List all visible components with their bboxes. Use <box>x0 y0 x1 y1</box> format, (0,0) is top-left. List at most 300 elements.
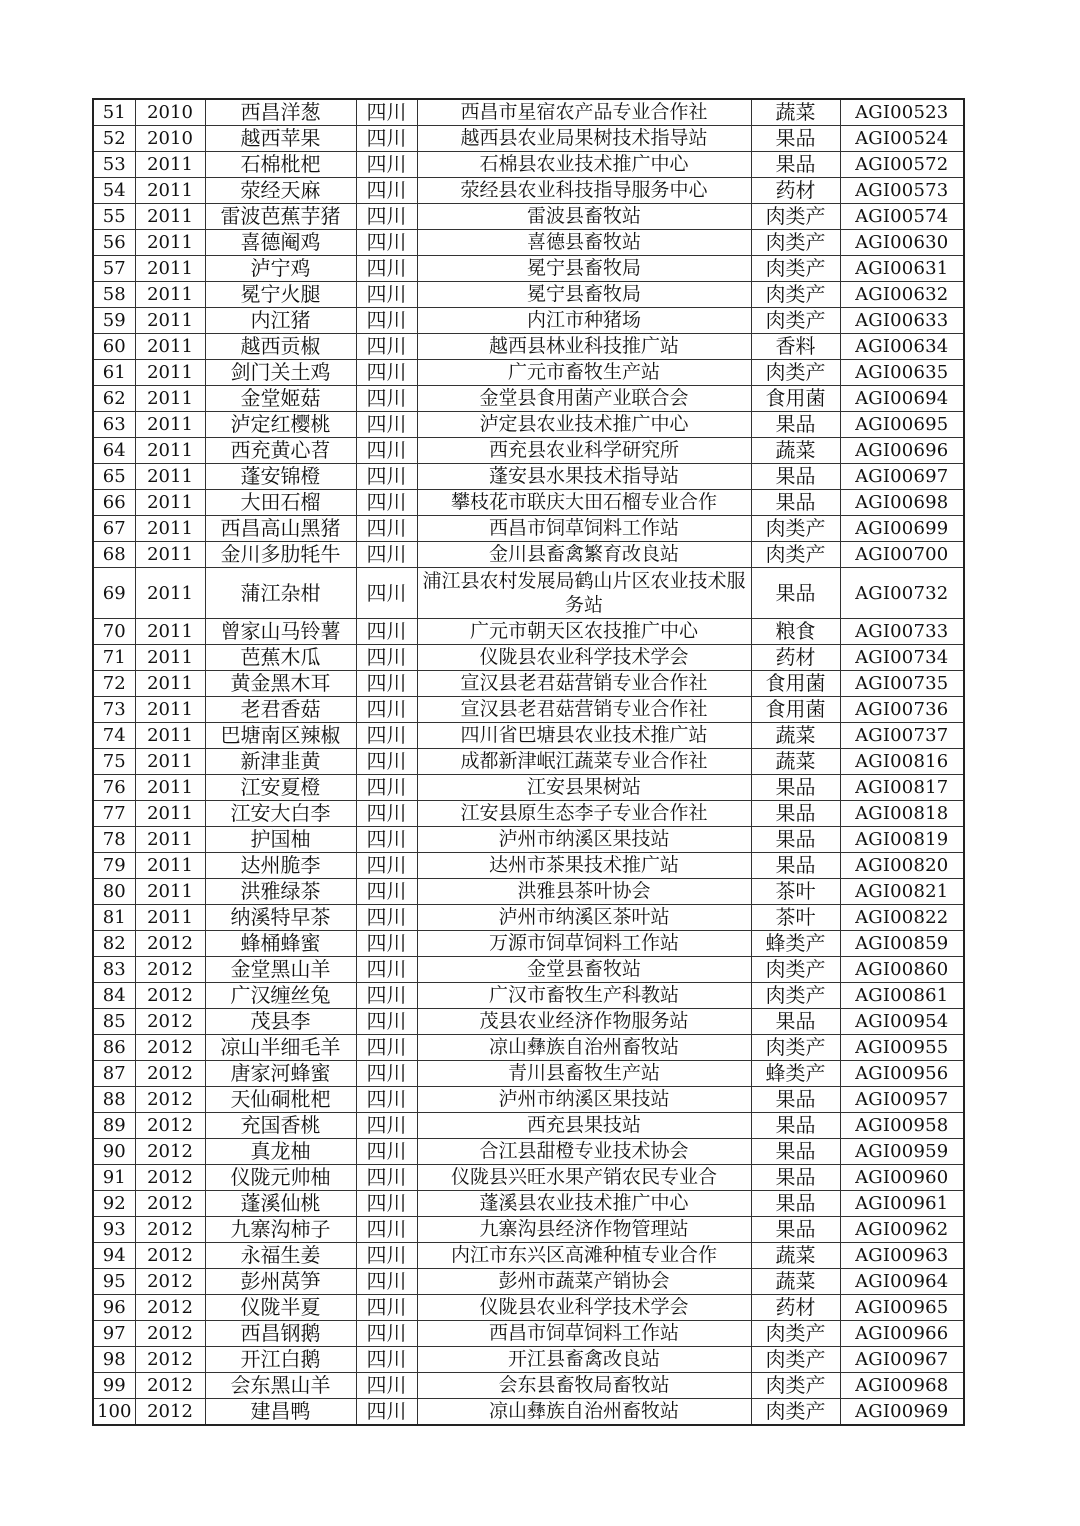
year-cell: 2010 <box>135 99 205 126</box>
table-row <box>93 1399 964 1426</box>
row-number-cell: 66 <box>93 490 135 516</box>
product-name-cell: 石棉枇杷 <box>205 152 356 178</box>
year-cell: 2011 <box>135 645 205 671</box>
year-cell: 2012 <box>135 1373 205 1399</box>
table-row <box>93 126 964 152</box>
year-cell: 2011 <box>135 801 205 827</box>
applicant-organization-cell: 彭州市蔬菜产销协会 <box>417 1269 751 1295</box>
province-cell: 四川 <box>356 905 417 931</box>
registration-code-cell: AGI00821 <box>840 879 964 905</box>
applicant-organization-cell: 越西县林业科技推广站 <box>417 334 751 360</box>
table-row <box>93 983 964 1009</box>
category-cell: 香料 <box>751 334 840 360</box>
year-cell: 2011 <box>135 412 205 438</box>
province-cell: 四川 <box>356 1243 417 1269</box>
registration-code-cell: AGI00966 <box>840 1321 964 1347</box>
category-cell: 肉类产 <box>751 516 840 542</box>
province-cell: 四川 <box>356 282 417 308</box>
year-cell: 2011 <box>135 879 205 905</box>
table-row <box>93 1009 964 1035</box>
province-cell: 四川 <box>356 1165 417 1191</box>
registration-code-cell: AGI00820 <box>840 853 964 879</box>
category-cell: 果品 <box>751 464 840 490</box>
year-cell: 2012 <box>135 1113 205 1139</box>
year-cell: 2011 <box>135 282 205 308</box>
applicant-organization-cell: 浦江县农村发展局鹤山片区农业技术服务站 <box>417 568 751 619</box>
product-name-cell: 金川多肋牦牛 <box>205 542 356 568</box>
product-name-cell: 剑门关土鸡 <box>205 360 356 386</box>
product-name-cell: 真龙柚 <box>205 1139 356 1165</box>
category-cell: 果品 <box>751 801 840 827</box>
data-table <box>92 98 965 1426</box>
province-cell: 四川 <box>356 542 417 568</box>
product-name-cell: 仪陇元帅柚 <box>205 1165 356 1191</box>
applicant-organization-cell: 石棉县农业技术推广中心 <box>417 152 751 178</box>
year-cell: 2012 <box>135 1009 205 1035</box>
table-row <box>93 853 964 879</box>
table-row <box>93 1139 964 1165</box>
product-name-cell: 老君香菇 <box>205 697 356 723</box>
province-cell: 四川 <box>356 568 417 619</box>
category-cell: 肉类产 <box>751 1035 840 1061</box>
table-row <box>93 1269 964 1295</box>
row-number-cell: 86 <box>93 1035 135 1061</box>
registration-code-cell: AGI00630 <box>840 230 964 256</box>
row-number-cell: 78 <box>93 827 135 853</box>
product-name-cell: 彭州莴笋 <box>205 1269 356 1295</box>
category-cell: 果品 <box>751 1139 840 1165</box>
year-cell: 2012 <box>135 1347 205 1373</box>
applicant-organization-cell: 凉山彝族自治州畜牧站 <box>417 1399 751 1426</box>
year-cell: 2012 <box>135 1191 205 1217</box>
category-cell: 果品 <box>751 827 840 853</box>
registration-code-cell: AGI00960 <box>840 1165 964 1191</box>
province-cell: 四川 <box>356 412 417 438</box>
table-row <box>93 1191 964 1217</box>
year-cell: 2012 <box>135 1035 205 1061</box>
applicant-organization-cell: 泸州市纳溪区茶叶站 <box>417 905 751 931</box>
year-cell: 2011 <box>135 853 205 879</box>
row-number-cell: 69 <box>93 568 135 619</box>
province-cell: 四川 <box>356 386 417 412</box>
year-cell: 2011 <box>135 671 205 697</box>
province-cell: 四川 <box>356 697 417 723</box>
registration-code-cell: AGI00860 <box>840 957 964 983</box>
province-cell: 四川 <box>356 801 417 827</box>
year-cell: 2011 <box>135 516 205 542</box>
registration-code-cell: AGI00818 <box>840 801 964 827</box>
row-number-cell: 89 <box>93 1113 135 1139</box>
registration-code-cell: AGI00632 <box>840 282 964 308</box>
row-number-cell: 91 <box>93 1165 135 1191</box>
registration-code-cell: AGI00696 <box>840 438 964 464</box>
year-cell: 2012 <box>135 1321 205 1347</box>
row-number-cell: 88 <box>93 1087 135 1113</box>
category-cell: 食用菌 <box>751 671 840 697</box>
province-cell: 四川 <box>356 1217 417 1243</box>
product-name-cell: 泸宁鸡 <box>205 256 356 282</box>
province-cell: 四川 <box>356 1373 417 1399</box>
year-cell: 2011 <box>135 568 205 619</box>
product-name-cell: 西昌钢鹅 <box>205 1321 356 1347</box>
product-name-cell: 开江白鹅 <box>205 1347 356 1373</box>
row-number-cell: 96 <box>93 1295 135 1321</box>
row-number-cell: 60 <box>93 334 135 360</box>
row-number-cell: 99 <box>93 1373 135 1399</box>
table-row <box>93 749 964 775</box>
year-cell: 2012 <box>135 1087 205 1113</box>
registration-code-cell: AGI00736 <box>840 697 964 723</box>
applicant-organization-cell: 宣汉县老君菇营销专业合作社 <box>417 671 751 697</box>
table-row <box>93 412 964 438</box>
row-number-cell: 55 <box>93 204 135 230</box>
registration-code-cell: AGI00733 <box>840 619 964 645</box>
province-cell: 四川 <box>356 1269 417 1295</box>
applicant-organization-cell: 冕宁县畜牧局 <box>417 256 751 282</box>
registration-code-cell: AGI00734 <box>840 645 964 671</box>
row-number-cell: 67 <box>93 516 135 542</box>
category-cell: 蜂类产 <box>751 931 840 957</box>
registration-code-cell: AGI00964 <box>840 1269 964 1295</box>
province-cell: 四川 <box>356 853 417 879</box>
applicant-organization-cell: 越西县农业局果树技术指导站 <box>417 126 751 152</box>
category-cell: 果品 <box>751 1009 840 1035</box>
province-cell: 四川 <box>356 334 417 360</box>
registration-code-cell: AGI00735 <box>840 671 964 697</box>
year-cell: 2012 <box>135 1139 205 1165</box>
province-cell: 四川 <box>356 516 417 542</box>
year-cell: 2012 <box>135 983 205 1009</box>
table-row <box>93 1217 964 1243</box>
year-cell: 2011 <box>135 542 205 568</box>
category-cell: 果品 <box>751 152 840 178</box>
province-cell: 四川 <box>356 957 417 983</box>
category-cell: 药材 <box>751 645 840 671</box>
row-number-cell: 82 <box>93 931 135 957</box>
table-row <box>93 931 964 957</box>
row-number-cell: 80 <box>93 879 135 905</box>
row-number-cell: 54 <box>93 178 135 204</box>
product-name-cell: 芭蕉木瓜 <box>205 645 356 671</box>
row-number-cell: 53 <box>93 152 135 178</box>
table-row <box>93 827 964 853</box>
applicant-organization-cell: 西昌市饲草饲料工作站 <box>417 1321 751 1347</box>
row-number-cell: 92 <box>93 1191 135 1217</box>
product-name-cell: 唐家河蜂蜜 <box>205 1061 356 1087</box>
product-name-cell: 蜂桶蜂蜜 <box>205 931 356 957</box>
applicant-organization-cell: 青川县畜牧生产站 <box>417 1061 751 1087</box>
applicant-organization-cell: 开江县畜禽改良站 <box>417 1347 751 1373</box>
row-number-cell: 73 <box>93 697 135 723</box>
province-cell: 四川 <box>356 308 417 334</box>
province-cell: 四川 <box>356 1087 417 1113</box>
applicant-organization-cell: 西昌市星宿农产品专业合作社 <box>417 99 751 126</box>
row-number-cell: 94 <box>93 1243 135 1269</box>
product-name-cell: 金堂姬菇 <box>205 386 356 412</box>
category-cell: 果品 <box>751 1087 840 1113</box>
province-cell: 四川 <box>356 827 417 853</box>
province-cell: 四川 <box>356 931 417 957</box>
category-cell: 果品 <box>751 853 840 879</box>
applicant-organization-cell: 达州市茶果技术推广站 <box>417 853 751 879</box>
province-cell: 四川 <box>356 1321 417 1347</box>
row-number-cell: 95 <box>93 1269 135 1295</box>
category-cell: 茶叶 <box>751 905 840 931</box>
row-number-cell: 68 <box>93 542 135 568</box>
product-name-cell: 喜德阉鸡 <box>205 230 356 256</box>
province-cell: 四川 <box>356 464 417 490</box>
year-cell: 2011 <box>135 827 205 853</box>
registration-code-cell: AGI00635 <box>840 360 964 386</box>
year-cell: 2012 <box>135 1243 205 1269</box>
category-cell: 蔬菜 <box>751 723 840 749</box>
year-cell: 2011 <box>135 360 205 386</box>
category-cell: 药材 <box>751 178 840 204</box>
registration-code-cell: AGI00572 <box>840 152 964 178</box>
product-name-cell: 会东黑山羊 <box>205 1373 356 1399</box>
table-row <box>93 1373 964 1399</box>
applicant-organization-cell: 江安县果树站 <box>417 775 751 801</box>
table-row <box>93 1113 964 1139</box>
applicant-organization-cell: 广元市畜牧生产站 <box>417 360 751 386</box>
registration-code-cell: AGI00698 <box>840 490 964 516</box>
applicant-organization-cell: 成都新津岷江蔬菜专业合作社 <box>417 749 751 775</box>
applicant-organization-cell: 泸州市纳溪区果技站 <box>417 827 751 853</box>
table-row <box>93 801 964 827</box>
year-cell: 2011 <box>135 905 205 931</box>
category-cell: 食用菌 <box>751 386 840 412</box>
row-number-cell: 97 <box>93 1321 135 1347</box>
province-cell: 四川 <box>356 879 417 905</box>
product-name-cell: 九寨沟柿子 <box>205 1217 356 1243</box>
year-cell: 2011 <box>135 230 205 256</box>
province-cell: 四川 <box>356 230 417 256</box>
category-cell: 蜂类产 <box>751 1061 840 1087</box>
year-cell: 2010 <box>135 126 205 152</box>
applicant-organization-cell: 万源市饲草饲料工作站 <box>417 931 751 957</box>
product-name-cell: 达州脆李 <box>205 853 356 879</box>
table-row <box>93 178 964 204</box>
category-cell: 果品 <box>751 568 840 619</box>
applicant-organization-cell: 内江市种猪场 <box>417 308 751 334</box>
registration-code-cell: AGI00634 <box>840 334 964 360</box>
registration-code-cell: AGI00956 <box>840 1061 964 1087</box>
year-cell: 2011 <box>135 178 205 204</box>
year-cell: 2012 <box>135 1061 205 1087</box>
row-number-cell: 90 <box>93 1139 135 1165</box>
registration-code-cell: AGI00574 <box>840 204 964 230</box>
year-cell: 2011 <box>135 697 205 723</box>
province-cell: 四川 <box>356 1113 417 1139</box>
year-cell: 2011 <box>135 619 205 645</box>
table-row <box>93 879 964 905</box>
table-row <box>93 230 964 256</box>
applicant-organization-cell: 西充县农业科学研究所 <box>417 438 751 464</box>
applicant-organization-cell: 喜德县畜牧站 <box>417 230 751 256</box>
applicant-organization-cell: 金川县畜禽繁育改良站 <box>417 542 751 568</box>
registration-code-cell: AGI00633 <box>840 308 964 334</box>
product-name-cell: 雷波芭蕉芋猪 <box>205 204 356 230</box>
row-number-cell: 81 <box>93 905 135 931</box>
province-cell: 四川 <box>356 1295 417 1321</box>
registration-code-cell: AGI00957 <box>840 1087 964 1113</box>
product-name-cell: 荥经天麻 <box>205 178 356 204</box>
product-name-cell: 黄金黑木耳 <box>205 671 356 697</box>
product-name-cell: 建昌鸭 <box>205 1399 356 1426</box>
table-row <box>93 645 964 671</box>
applicant-organization-cell: 攀枝花市联庆大田石榴专业合作 <box>417 490 751 516</box>
row-number-cell: 100 <box>93 1399 135 1426</box>
category-cell: 肉类产 <box>751 1373 840 1399</box>
registration-code-cell: AGI00631 <box>840 256 964 282</box>
category-cell: 食用菌 <box>751 697 840 723</box>
row-number-cell: 75 <box>93 749 135 775</box>
registration-code-cell: AGI00816 <box>840 749 964 775</box>
province-cell: 四川 <box>356 1139 417 1165</box>
province-cell: 四川 <box>356 1009 417 1035</box>
province-cell: 四川 <box>356 1035 417 1061</box>
applicant-organization-cell: 仪陇县兴旺水果产销农民专业合 <box>417 1165 751 1191</box>
table-row <box>93 568 964 619</box>
product-name-cell: 大田石榴 <box>205 490 356 516</box>
province-cell: 四川 <box>356 983 417 1009</box>
product-name-cell: 内江猪 <box>205 308 356 334</box>
year-cell: 2012 <box>135 1295 205 1321</box>
table-row <box>93 723 964 749</box>
registration-code-cell: AGI00968 <box>840 1373 964 1399</box>
table-row <box>93 282 964 308</box>
table-row <box>93 1061 964 1087</box>
table-row <box>93 204 964 230</box>
row-number-cell: 59 <box>93 308 135 334</box>
category-cell: 果品 <box>751 1113 840 1139</box>
product-name-cell: 巴塘南区辣椒 <box>205 723 356 749</box>
table-row <box>93 1087 964 1113</box>
applicant-organization-cell: 茂县农业经济作物服务站 <box>417 1009 751 1035</box>
applicant-organization-cell: 江安县原生态李子专业合作社 <box>417 801 751 827</box>
registration-code-cell: AGI00523 <box>840 99 964 126</box>
product-name-cell: 曾家山马铃薯 <box>205 619 356 645</box>
product-name-cell: 护国柚 <box>205 827 356 853</box>
applicant-organization-cell: 四川省巴塘县农业技术推广站 <box>417 723 751 749</box>
applicant-organization-cell: 仪陇县农业科学技术学会 <box>417 645 751 671</box>
row-number-cell: 56 <box>93 230 135 256</box>
year-cell: 2012 <box>135 1269 205 1295</box>
applicant-organization-cell: 九寨沟县经济作物管理站 <box>417 1217 751 1243</box>
registration-code-cell: AGI00699 <box>840 516 964 542</box>
row-number-cell: 74 <box>93 723 135 749</box>
row-number-cell: 79 <box>93 853 135 879</box>
table-body <box>93 99 964 1425</box>
product-name-cell: 冕宁火腿 <box>205 282 356 308</box>
applicant-organization-cell: 泸定县农业技术推广中心 <box>417 412 751 438</box>
table-row <box>93 1321 964 1347</box>
product-name-cell: 纳溪特早茶 <box>205 905 356 931</box>
applicant-organization-cell: 蓬溪县农业技术推广中心 <box>417 1191 751 1217</box>
registration-code-cell: AGI00962 <box>840 1217 964 1243</box>
table-row <box>93 619 964 645</box>
table-row <box>93 1165 964 1191</box>
province-cell: 四川 <box>356 749 417 775</box>
category-cell: 果品 <box>751 1191 840 1217</box>
province-cell: 四川 <box>356 360 417 386</box>
row-number-cell: 98 <box>93 1347 135 1373</box>
registration-code-cell: AGI00822 <box>840 905 964 931</box>
province-cell: 四川 <box>356 152 417 178</box>
row-number-cell: 63 <box>93 412 135 438</box>
applicant-organization-cell: 洪雅县茶叶协会 <box>417 879 751 905</box>
province-cell: 四川 <box>356 204 417 230</box>
category-cell: 药材 <box>751 1295 840 1321</box>
applicant-organization-cell: 雷波县畜牧站 <box>417 204 751 230</box>
year-cell: 2011 <box>135 256 205 282</box>
row-number-cell: 58 <box>93 282 135 308</box>
product-name-cell: 越西苹果 <box>205 126 356 152</box>
category-cell: 肉类产 <box>751 1321 840 1347</box>
province-cell: 四川 <box>356 775 417 801</box>
province-cell: 四川 <box>356 1399 417 1426</box>
category-cell: 果品 <box>751 126 840 152</box>
product-name-cell: 泸定红樱桃 <box>205 412 356 438</box>
applicant-organization-cell: 荥经县农业科技指导服务中心 <box>417 178 751 204</box>
year-cell: 2011 <box>135 775 205 801</box>
row-number-cell: 62 <box>93 386 135 412</box>
table-row <box>93 905 964 931</box>
registration-code-cell: AGI00955 <box>840 1035 964 1061</box>
province-cell: 四川 <box>356 1347 417 1373</box>
province-cell: 四川 <box>356 99 417 126</box>
product-name-cell: 越西贡椒 <box>205 334 356 360</box>
product-name-cell: 新津韭黄 <box>205 749 356 775</box>
table-row <box>93 516 964 542</box>
category-cell: 肉类产 <box>751 282 840 308</box>
table-row <box>93 386 964 412</box>
year-cell: 2011 <box>135 152 205 178</box>
product-name-cell: 蒲江杂柑 <box>205 568 356 619</box>
product-name-cell: 永福生姜 <box>205 1243 356 1269</box>
applicant-organization-cell: 仪陇县农业科学技术学会 <box>417 1295 751 1321</box>
year-cell: 2012 <box>135 1399 205 1426</box>
applicant-organization-cell: 西充县果技站 <box>417 1113 751 1139</box>
category-cell: 茶叶 <box>751 879 840 905</box>
table-row <box>93 1295 964 1321</box>
registration-code-cell: AGI00697 <box>840 464 964 490</box>
year-cell: 2011 <box>135 464 205 490</box>
category-cell: 肉类产 <box>751 957 840 983</box>
applicant-organization-cell: 凉山彝族自治州畜牧站 <box>417 1035 751 1061</box>
product-name-cell: 金堂黑山羊 <box>205 957 356 983</box>
applicant-organization-cell: 会东县畜牧局畜牧站 <box>417 1373 751 1399</box>
category-cell: 肉类产 <box>751 1399 840 1426</box>
category-cell: 肉类产 <box>751 256 840 282</box>
product-name-cell: 西昌洋葱 <box>205 99 356 126</box>
table-row <box>93 775 964 801</box>
table-row <box>93 697 964 723</box>
product-name-cell: 西昌高山黑猪 <box>205 516 356 542</box>
row-number-cell: 57 <box>93 256 135 282</box>
registration-code-cell: AGI00958 <box>840 1113 964 1139</box>
applicant-organization-cell: 广汉市畜牧生产科教站 <box>417 983 751 1009</box>
province-cell: 四川 <box>356 723 417 749</box>
applicant-organization-cell: 冕宁县畜牧局 <box>417 282 751 308</box>
table-row <box>93 308 964 334</box>
product-name-cell: 天仙硐枇杷 <box>205 1087 356 1113</box>
category-cell: 蔬菜 <box>751 1243 840 1269</box>
category-cell: 果品 <box>751 1217 840 1243</box>
registration-code-cell: AGI00859 <box>840 931 964 957</box>
applicant-organization-cell: 广元市朝天区农技推广中心 <box>417 619 751 645</box>
year-cell: 2011 <box>135 438 205 464</box>
